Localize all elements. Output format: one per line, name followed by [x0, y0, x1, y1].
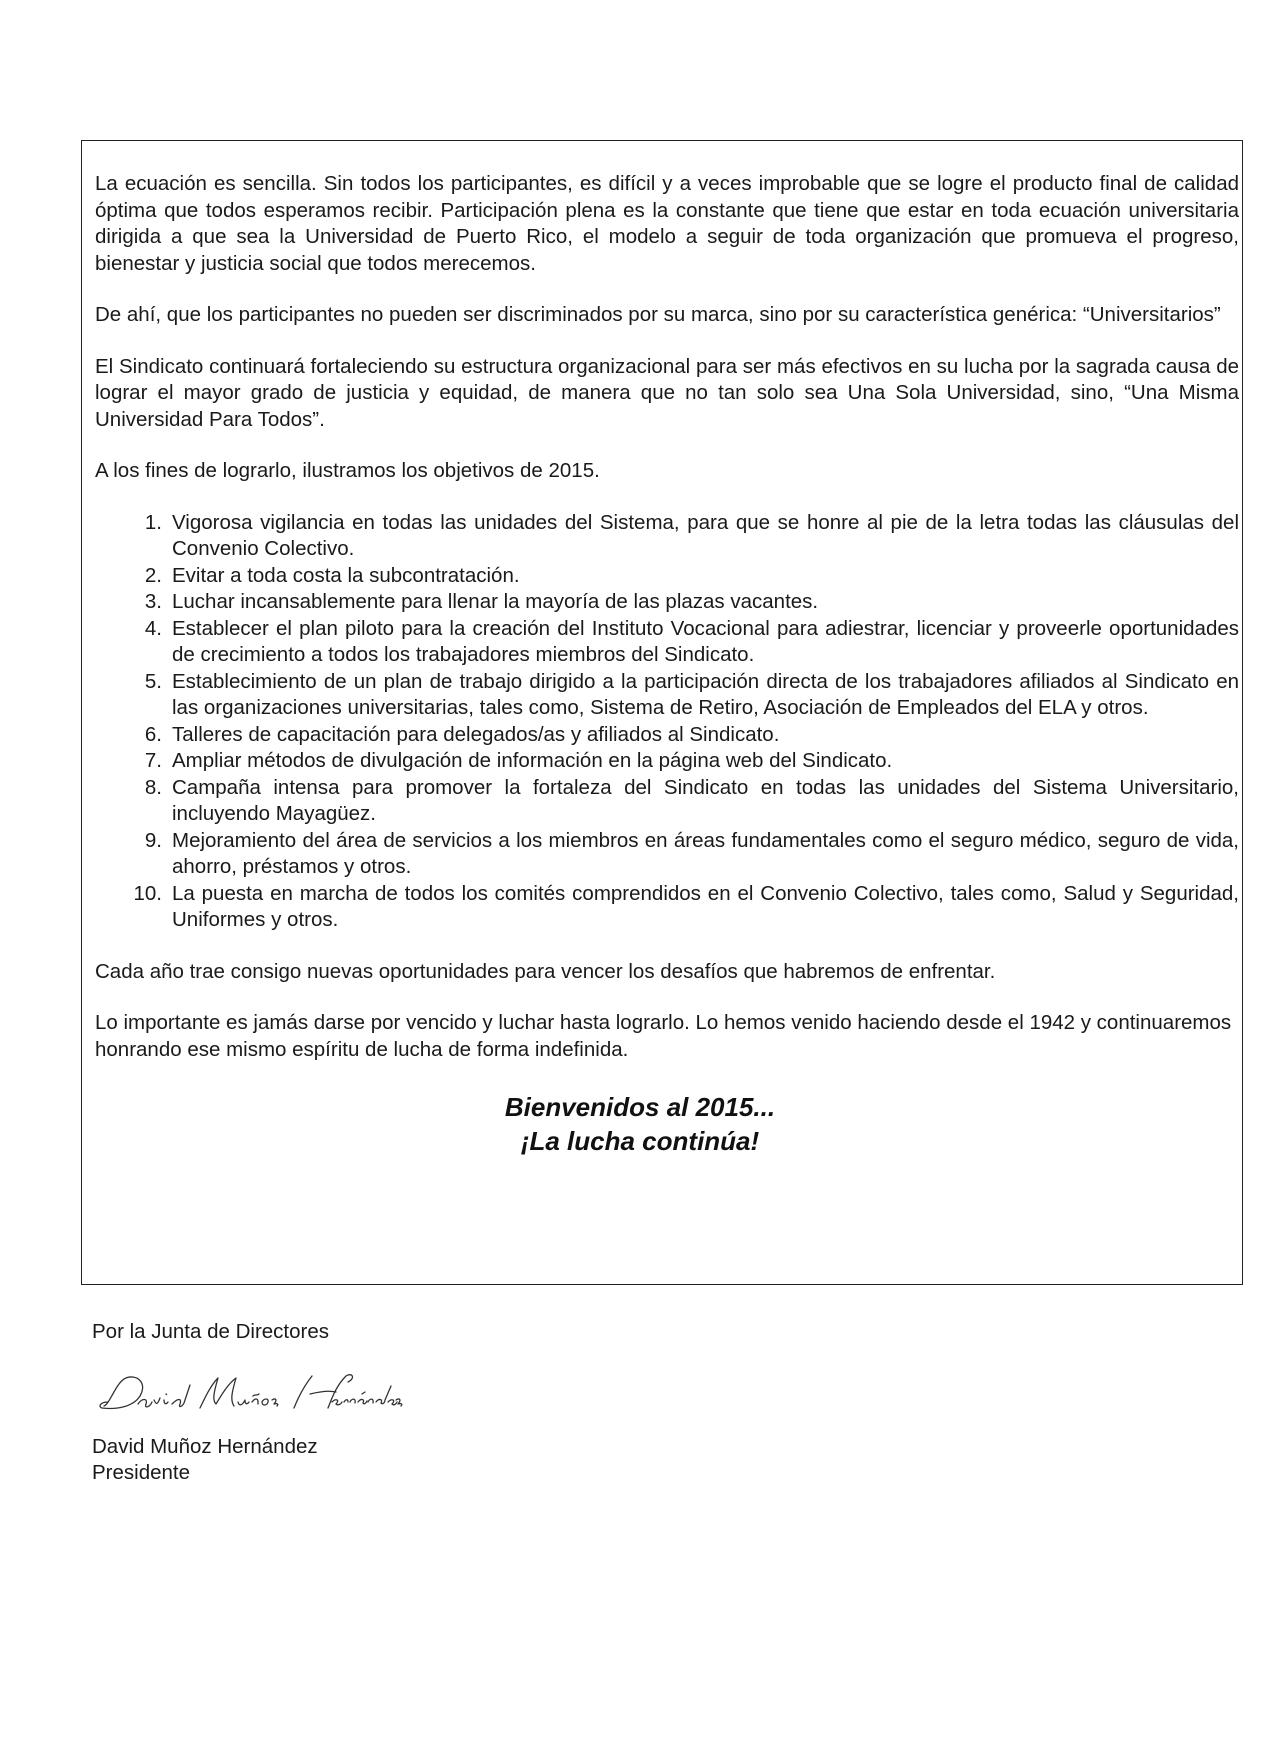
paragraph-never-give-up: Lo importante es jamás darse por vencido y luchar hasta lograrlo. Lo hemos venido haciendo desde el 1942 y continuaremos honrando ese mismo espíritu de lucha de forma indefinida. — [95, 1011, 1232, 1061]
list-text: Establecer el plan piloto para la creación del Instituto Vocacional para adiestrar, licenciar y proveerle oportunidades de crecimiento a todos los trabajadores miembros del Sindicato. — [172, 616, 1239, 666]
list-item — [95, 828, 1239, 881]
list-text: Campaña intensa para promover la fortaleza del Sindicato en todas las unidades del Sistema Universitario, incluyendo Mayagüez. — [172, 775, 1239, 825]
list-item — [95, 563, 1239, 590]
list-number: 7. — [144, 749, 162, 772]
paragraph-equation: La ecuación es sencilla. Sin todos los participantes, es difícil y a veces improbable que se logre el producto final de calidad óptima que todos esperamos recibir. Participación plena es la constante que tiene que estar en toda ecuación universitaria dirigida a que sea la Universidad de Puerto Rico, el modelo a seguir de toda organización que promueva el progreso, bienestar y justicia social que todos merecemos. — [95, 172, 1239, 275]
handwritten-signature — [96, 1364, 406, 1422]
list-text: Evitar a toda costa la subcontratación. — [172, 563, 520, 587]
list-text: Luchar incansablemente para llenar la mayoría de las plazas vacantes. — [172, 590, 819, 613]
closing-line-welcome: Bienvenidos al 2015... — [504, 1092, 776, 1122]
paragraph-participants: De ahí, que los participantes no pueden ser discriminados por su marca, sino por su característica genérica: “Universitarios” — [95, 303, 1221, 326]
list-item — [95, 510, 1239, 563]
list-number: 2. — [144, 563, 162, 587]
list-number: 5. — [144, 669, 162, 693]
list-item — [95, 722, 1239, 749]
list-text: Vigorosa vigilancia en todas las unidades del Sistema, para que se honre al pie de la letra todas las cláusulas del Convenio Colectivo. — [172, 510, 1239, 560]
list-item — [95, 748, 1239, 775]
list-text: La puesta en marcha de todos los comités comprendidos en el Convenio Colectivo, tales como, Salud y Seguridad, Uniformes y otros. — [172, 881, 1239, 931]
list-number: 6. — [144, 722, 162, 746]
list-number: 3. — [144, 590, 162, 613]
signer-title: Presidente — [92, 1461, 191, 1484]
list-number: 9. — [144, 828, 162, 852]
list-text: Mejoramiento del área de servicios a los miembros en áreas fundamentales como el seguro médico, seguro de vida, ahorro, préstamos y otros. — [172, 828, 1239, 878]
letter-body — [95, 171, 1239, 1088]
signature-by-line: Por la Junta de Directores — [92, 1320, 330, 1343]
objectives-list — [95, 510, 1239, 934]
signer-name: David Muñoz Hernández — [92, 1435, 318, 1458]
paragraph-opportunities: Cada año trae consigo nuevas oportunidades para vencer los desafíos que habremos de enfrentar. — [95, 959, 996, 983]
list-item — [95, 616, 1239, 669]
list-number: 10. — [133, 881, 162, 905]
closing-line-struggle: ¡La lucha continúa! — [520, 1126, 760, 1156]
list-number: 8. — [144, 775, 162, 799]
list-item — [95, 881, 1239, 934]
list-text: Establecimiento de un plan de trabajo dirigido a la participación directa de los trabajadores afiliados al Sindicato en las organizaciones universitarias, tales como, Sistema de Retiro, Asociación de Empleados del ELA y otros. — [172, 669, 1239, 719]
list-item — [95, 589, 1239, 616]
list-item — [95, 775, 1239, 828]
list-text: Talleres de capacitación para delegados/as y afiliados al Sindicato. — [172, 722, 780, 746]
paragraph-sindicato: El Sindicato continuará fortaleciendo su estructura organizacional para ser más efectivos en su lucha por la sagrada causa de lograr el mayor grado de justicia y equidad, de manera que no tan solo sea Una Sola Universidad, sino, “Una Misma Universidad Para Todos”. — [95, 354, 1239, 431]
signer-block — [92, 1434, 318, 1486]
list-number: 4. — [144, 616, 162, 640]
closing-slogan — [420, 1090, 860, 1158]
paragraph-objectives-intro: A los fines de lograrlo, ilustramos los objetivos de 2015. — [95, 459, 600, 482]
list-item — [95, 669, 1239, 722]
list-text: Ampliar métodos de divulgación de información en la página web del Sindicato. — [172, 749, 893, 772]
list-number: 1. — [144, 510, 162, 534]
